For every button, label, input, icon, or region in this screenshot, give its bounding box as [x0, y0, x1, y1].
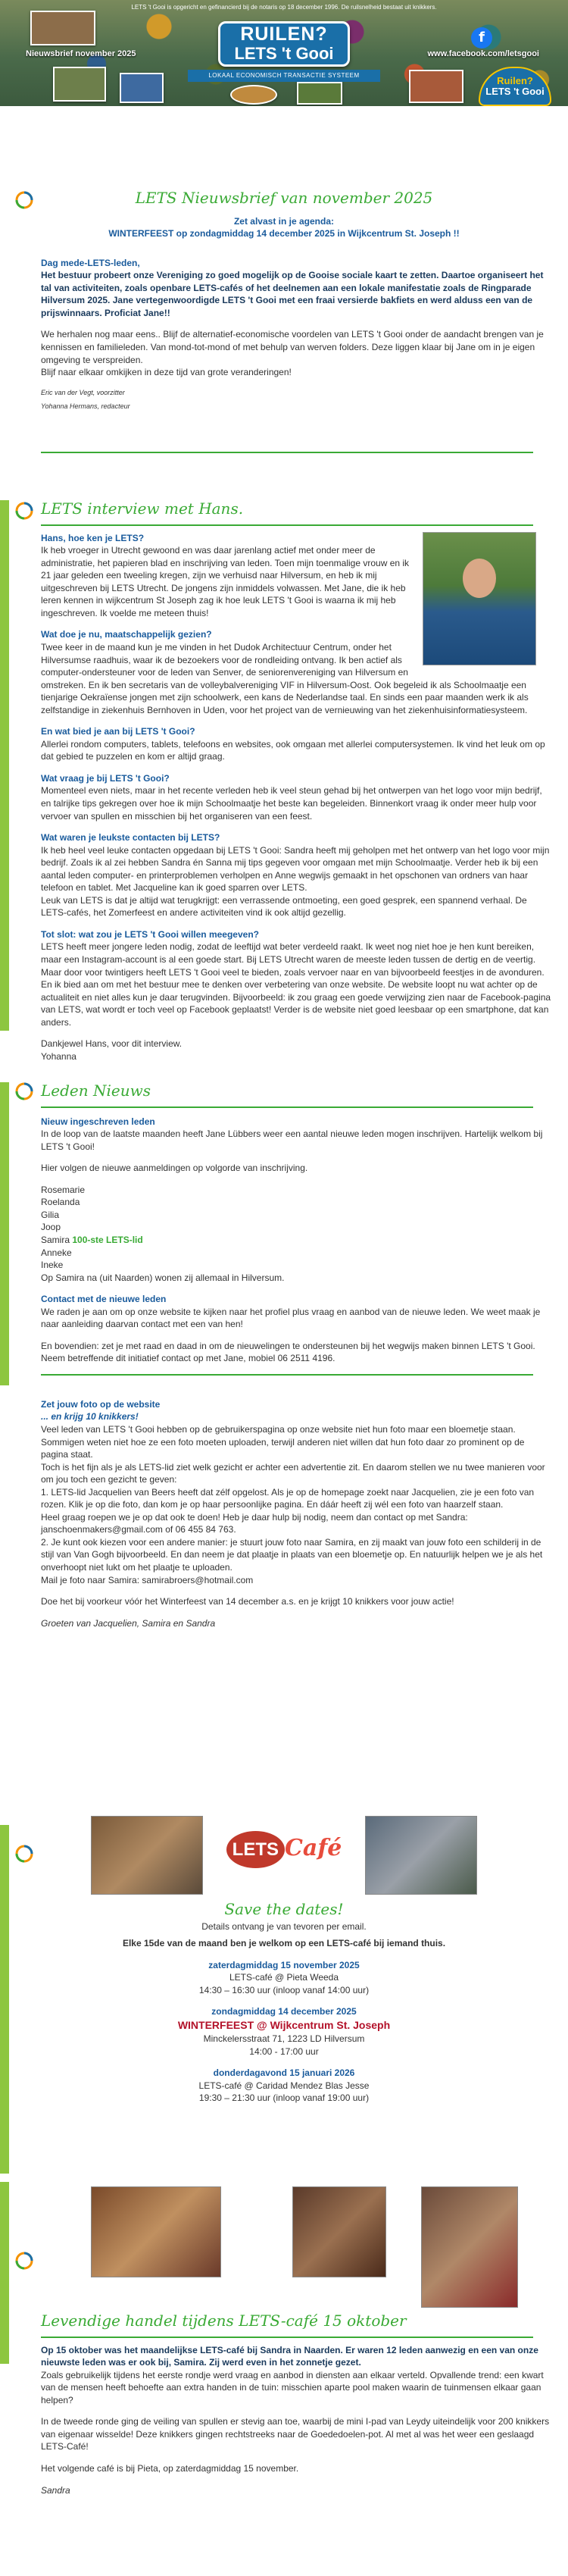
- divider: [41, 1374, 533, 1376]
- member-name: Joop: [41, 1222, 61, 1233]
- event-time: 14:00 - 17:00 uur: [249, 2045, 319, 2057]
- event-item: [0, 2067, 568, 2105]
- photo-heading: Zet jouw foto op de website: [41, 1398, 161, 1410]
- banner-photo-people: [30, 11, 95, 45]
- event-item: [0, 1959, 568, 1997]
- swirl-icon: [15, 1082, 33, 1100]
- logo-subtitle: LOKAAL ECONOMISCH TRANSACTIE SYSTEEM: [188, 70, 380, 82]
- issue-label: Nieuwsbrief november 2025: [26, 49, 136, 58]
- event-date: zondagmiddag 14 december 2025: [211, 2006, 357, 2017]
- trade-lead: Op 15 oktober was het maandelijkse LETS-café bij Sandra in Naarden. Er waren 12 leden aanwezig en een van onze nieuwste leden was er ook bij, Samira. Zij werd even in het zonnetje gezet.: [41, 2344, 538, 2368]
- new-members-text: In de loop van de laatste maanden heeft Jane Lübbers weer een aantal nieuwe leden mogen inschrijven. Hartelijk welkom bij LETS 't Gooi!: [41, 1128, 543, 1152]
- save-dates-lead: Elke 15de van de maand ben je welkom op een LETS-café bij iemand thuis.: [122, 1938, 446, 1949]
- green-side-bar: [0, 1082, 9, 1385]
- event-date: donderdagavond 15 januari 2026: [213, 2067, 355, 2079]
- question: Wat vraag je bij LETS 't Gooi?: [41, 772, 170, 784]
- trade-paragraph: Zoals gebruikelijk tijdens het eerste rondje werd vraag en aanbod in diensten aan elkaar verteld. Opvallende trend: een kwart van de mensen heeft behoefte aan extra handen in de tuin: misschien aparte pool maken waarin de tuinmensen elkaar gaan helpen?: [41, 2369, 544, 2405]
- save-dates-sub: Details ontvang je van tevoren per email.: [201, 1920, 367, 1932]
- divider: [41, 524, 533, 526]
- question: Wat doe je nu, maatschappelijk gezien?: [41, 629, 212, 640]
- divider: [41, 1106, 533, 1108]
- banner-photo-blue: [120, 73, 164, 103]
- interview-signature: Yohanna: [41, 1050, 76, 1062]
- answer: LETS heeft meer jongere leden nodig, zodat de leeftijd wat beter verdeeld raakt. Ik weet nog niet hoe je hen kunt bereiken, maar een Instagram-account is al een goede start. Bij LETS Utrecht waren de meeste leden tussen de dertig en de veertig. Maar door voor twintigers heeft LETS 't Gooi veel te bieden, zoals vervoer naar en van bijvoorbeeld feestjes in de avonduren.: [41, 941, 545, 978]
- order-text: Hier volgen de nieuwe aanmeldingen op volgorde van inschrijving.: [41, 1163, 308, 1174]
- contact-heading: Contact met de nieuwe leden: [41, 1294, 167, 1305]
- interview-title: LETS interview met Hans.: [41, 499, 244, 518]
- facebook-link[interactable]: www.facebook.com/letsgooi: [427, 49, 539, 58]
- interview-photo-face: [463, 559, 496, 598]
- lets-badge: Ruilen? LETS 't Gooi: [479, 67, 551, 106]
- lets-logo: RUILEN? LETS 't Gooi: [218, 21, 350, 67]
- greeting: Dag mede-LETS-leden,: [41, 257, 140, 268]
- photo-subheading: ... en krijg 10 knikkers!: [41, 1411, 139, 1423]
- answer: Momenteel even niets, maar in het recente verleden heb ik veel steun gehad bij het ontwerpen van het logo voor mijn bedrijf, en talrijke tips gekregen over hoe ik mijn Schoolmaatje het beste kan begeleiden. Binnenkort vraag ik onder meer hulp voor vervoer van spullen en misschien bij het organiseren van een feest.: [41, 785, 542, 822]
- save-dates-title: Save the dates!: [224, 1900, 344, 1918]
- answer: Ik heb vroeger in Utrecht gewoond en was daar jarenlang actief met onder meer de administratie, het papieren blad en inschrijving van leden. Toen mijn toenmalige vrouw en ik 21 jaar geleden een tweeling kregen, zijn we verhuisd naar Hilversum, en heb ik mij uitgeschreven bij LETS Utrecht. De jongens zijn inmiddels volwassen. Met Jane, die ik heb leren kennen in wijkcentrum St Joseph zag ik hoe leuk LETS 't Gooi is waarna ik mij heb ingeschreven. Ik voelde me meteen thuis!: [41, 545, 410, 618]
- member-name: Ineke: [41, 1260, 64, 1271]
- banner-photo-pie: [230, 85, 277, 105]
- trade-photo-2: [292, 2186, 386, 2277]
- trade-photo-3: [421, 2186, 518, 2308]
- answer: Allerlei rondom computers, tablets, telefoons en websites, ook omgaan met allerlei computersystemen. Ik vind het leuk om op dat gebied te puzzelen en kom er altijd graag.: [41, 738, 545, 762]
- cafe-logo-script: Café: [285, 1835, 342, 1861]
- trade-paragraph: In de tweede ronde ging de veiling van spullen er stevig aan toe, waarbij de mini I-pad van Leydy uiteindelijk voor 200 knikkers van eigenaar wisselde! Deze knikkers gingen rechtstreeks naar de Goededoelen-pot. Al met al was het weer een geslaagd LETS-Café!: [41, 2416, 550, 2452]
- interview-thanks: Dankjewel Hans, voor dit interview.: [41, 1038, 183, 1050]
- photo-paragraph: 2. Je kunt ook kiezen voor een andere manier: je stuurt jouw foto naar Samira, en zij maakt van jouw foto een schilderij in de stijl van Van Gogh bijvoorbeeld. En dan neem je dat plaatje in plaats van een bloemetje op. En natuurlijk helpen we je als het onverhoopt niet lukt om het plaatje te uploaden.: [41, 1536, 543, 1573]
- banner-photo-bike: [53, 67, 106, 102]
- answer: Leuk van LETS is dat je altijd wat terugkrijgt: een verrassende ontmoeting, een goed gesprek, een spannend verhaal. De LETS-cafés, het Zomerfeest en andere activiteiten vind ik ook altijd gezellig.: [41, 894, 527, 919]
- members-location-note: Op Samira na (uit Naarden) wonen zij allemaal in Hilversum.: [41, 1272, 285, 1283]
- answer: Ik heb heel veel leuke contacten opgedaan bij LETS 't Gooi: Sandra heeft mij geholpen met het ontwerp van het logo voor mijn bedrijf. Zoals ik al zei hebben Sandra én Sanna mij tips gegeven voor omgaan met mijn Schoolmaatje. Verder heb ik bij een aantal leden computer- en printerproblemen verholpen en Anne wegwijs gemaakt in het opschonen van ordners van haar telefoon en tablet. Met Jacqueline kan ik goed sparren over LETS.: [41, 844, 550, 894]
- header-banner: [0, 0, 568, 106]
- event-item: [0, 2005, 568, 2058]
- contact-text: We raden je aan om op onze website te kijken naar het profiel plus vraag en aanbod van de nieuwe leden. We weet maak je naar aanleiding daarvan contact met een van hen!: [41, 1306, 541, 1330]
- agenda-event: WINTERFEEST op zondagmiddag 14 december 2025 in Wijkcentrum St. Joseph !!: [108, 228, 460, 239]
- members-signature: Groeten van Jacquelien, Samira en Sandra: [41, 1617, 216, 1629]
- green-side-bar: [0, 2182, 9, 2364]
- cafe-photo-left: [91, 1816, 203, 1895]
- divider: [41, 2337, 533, 2338]
- answer: En ik bied aan om met het bestuur mee te denken over verbetering van onze website. De website loopt nu wat achter op de actualiteit en niet alles kun je daar terugvinden. Bijvoorbeeld: ik zou graag een goede verwijzing zien naar de Facebook-pagina van LETS, wat wordt er toch veel op Facebook geplaatst! Verder is de website niet goed leesbaar op een smartphone, dat kan anders.: [41, 979, 551, 1028]
- photo-paragraph: Heel graag roepen we je op dat ook te doen! Heb je daar hulp bij nodig, neem dan contact op met Sandra: janschoenmakers@gmail.com of 06 455 84 763.: [41, 1511, 468, 1535]
- member-name-samira: Samira 100-ste LETS-lid: [41, 1234, 143, 1245]
- banner-photo-plants: [297, 82, 342, 105]
- event-place-highlight: WINTERFEEST @ Wijkcentrum St. Joseph: [177, 2018, 391, 2031]
- trade-paragraph: Het volgende café is bij Pieta, op zaterdagmiddag 15 november.: [41, 2462, 299, 2474]
- trade-signature: Sandra: [41, 2484, 70, 2496]
- banner-tagline: LETS 't Gooi is opgericht en gefinancierd bij de notaris op 18 december 1996. De ruilsnelheid bestaat uit knikkers.: [131, 4, 437, 11]
- cafe-logo-lets: LETS: [226, 1831, 285, 1868]
- swirl-icon: [15, 502, 33, 520]
- event-address: Minckelersstraat 71, 1223 LD Hilversum: [203, 2033, 365, 2045]
- swirl-icon: [15, 1845, 33, 1863]
- trade-section: [0, 2182, 568, 2576]
- interview-section: [0, 464, 568, 1062]
- intro-section: [0, 106, 568, 464]
- question: Tot slot: wat zou je LETS 't Gooi willen meegeven?: [41, 928, 259, 940]
- photo-paragraph: Veel leden van LETS 't Gooi hebben op de gebruikerspagina op onze website niet hun foto maar een bloemetje staan. Sommigen weten niet hoe ze een foto moeten uploaden, terwijl anderen niet willen dat hun foto daar zo prominent op de pagina staat.: [41, 1423, 525, 1460]
- cafe-photo-right: [365, 1816, 477, 1895]
- question: Wat waren je leukste contacten bij LETS?: [41, 832, 220, 844]
- member-name: Roelanda: [41, 1197, 80, 1208]
- interview-photo: [423, 532, 536, 665]
- banner-photo-cake: [409, 70, 463, 103]
- swirl-icon: [15, 191, 33, 209]
- intro-paragraph-promo: We herhalen nog maar eens.. Blijf de alternatief-economische voordelen van LETS 't Gooi onder de aandacht brengen van je kennissen en familieleden. Van mond-tot-mond of met behulp van werven folders. Deze liggen klaar bij Jane om in je eigen omgeving te verspreiden.: [41, 329, 544, 365]
- member-name: Gilia: [41, 1209, 60, 1220]
- event-date: zaterdagmiddag 15 november 2025: [208, 1959, 360, 1970]
- intro-paragraph-care: Blijf naar elkaar omkijken in deze tijd van grote veranderingen!: [41, 367, 292, 378]
- question: Hans, hoe ken je LETS?: [41, 532, 145, 543]
- event-time: 19:30 – 21:30 uur (inloop vanaf 19:00 uur): [198, 2092, 370, 2104]
- member-name: Rosemarie: [41, 1184, 86, 1195]
- member-name: Anneke: [41, 1247, 72, 1258]
- event-place: LETS-café @ Pieta Weeda: [229, 1972, 339, 1983]
- event-time: 14:30 – 16:30 uur (inloop vanaf 14:00 uur): [198, 1984, 370, 1995]
- support-text: En bovendien: zet je met raad en daad in om de nieuwelingen te ondersteunen bij het wegwijs maken binnen LETS 't Gooi. Neem betreffende dit initiatief contact op met Jane, mobiel 06 2511 4196.: [41, 1340, 535, 1364]
- newsletter-title: LETS Nieuwsbrief van november 2025: [135, 189, 433, 207]
- photo-paragraph: Doe het bij voorkeur vóór het Winterfeest van 14 december a.s. en je krijgt 10 knikkers voor jouw actie!: [41, 1596, 454, 1607]
- cafe-section: [0, 1810, 568, 2182]
- trade-photo-1: [91, 2186, 221, 2277]
- question: En wat bied je aan bij LETS 't Gooi?: [41, 726, 195, 737]
- trade-title: Levendige handel tijdens LETS-café 15 oktober: [41, 2312, 407, 2330]
- cafe-logo: [220, 1820, 348, 1887]
- answer: Twee keer in de maand kun je me vinden in het Dudok Architectuur Centrum, onder het Hilversumse raadhuis, waar ik de bezoekers voor de rondleiding ontvang. Ik ben actief als computer-ondersteuner voor de leden van Senver, de seniorenvereniging van Hilversum en omstreken. En ik ben secretaris van de volleybalvereniging VIF in Hilversum-Oost. Ook begeleid ik als Schoolmaatje een tienjarige Oekraïense jongen met zijn schoolwerk, een kans de Nederlandse taal. En sinds een paar maanden werk ik als zelfstandige in ziekenhuis Bernhoven in Uden, voor het project van de vernieuwing van het ziekenhuisinformatiesysteem.: [41, 641, 529, 715]
- intro-paragraph-board: Het bestuur probeert onze Vereniging zo goed mogelijk op de Gooise sociale kaart te zetten. Daartoe organiseert het tal van activiteiten, zoals openbare LETS-cafés of het deelnemen aan een lokale manifestatie zoals de Ringparade Hilversum 2025. Jane vertegenwoordigde LETS 't Gooi met een fraai versierde bakfiets en werd alduss een van de prijswinnaars. Proficiat Jane!!: [41, 270, 544, 318]
- members-title: Leden Nieuws: [41, 1081, 151, 1100]
- green-side-bar: [0, 500, 9, 1031]
- swirl-icon: [15, 2252, 33, 2270]
- hundredth-member-highlight: 100-ste LETS-lid: [72, 1234, 143, 1245]
- signature-chair: Eric van der Vegt, voorzitter: [41, 388, 125, 396]
- photo-paragraph: 1. LETS-lid Jacquelien van Beers heeft dat zélf opgelost. Als je op de homepage zoekt naar Jacquelien, zie je een foto van rozen. Klik je op die foto, dan kom je op haar persoonlijke pagina. En dáár heeft zij wél een foto van haarzelf staan.: [41, 1486, 535, 1510]
- agenda-label: Zet alvast in je agenda:: [233, 215, 335, 227]
- signature-editor: Yohanna Hermans, redacteur: [41, 402, 130, 411]
- photo-paragraph: Toch is het fijn als je als LETS-lid ziet welk gezicht er achter een advertentie zit. En daarom stellen we nu twee manieren voor om jou toch een gezicht te geven:: [41, 1461, 545, 1485]
- facebook-icon[interactable]: f: [471, 27, 492, 49]
- new-members-heading: Nieuw ingeschreven leden: [41, 1116, 155, 1127]
- event-place: LETS-café @ Caridad Mendez Blas Jesse: [198, 2080, 370, 2091]
- photo-paragraph: Mail je foto naar Samira: samirabroers@hotmail.com: [41, 1574, 254, 1585]
- divider: [41, 452, 533, 453]
- members-section: [0, 1037, 568, 1810]
